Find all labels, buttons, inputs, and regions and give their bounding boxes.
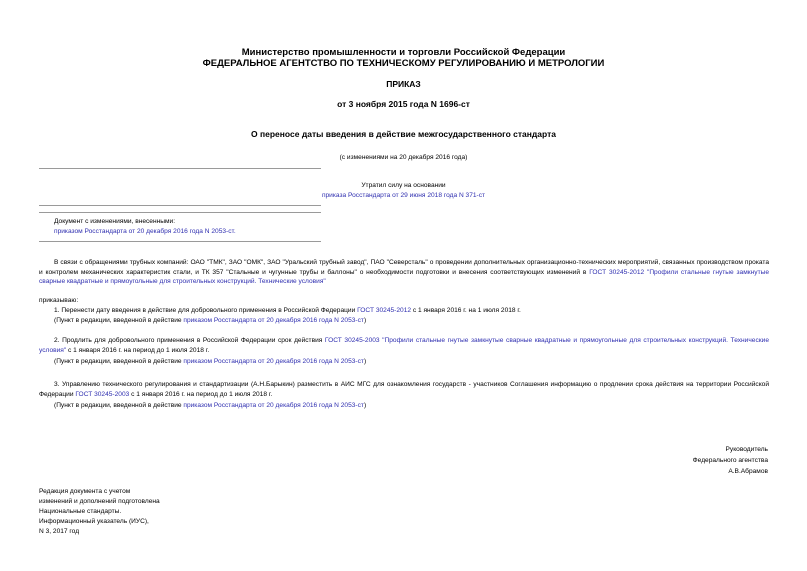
edit-note-prefix: (Пункт в редакции, введенной в действие bbox=[54, 358, 184, 365]
gost-2012-link[interactable]: ГОСТ 30245-2012 "Профили стальные гнутые замкнутые сварные квадратные и прямоугольные для строительных конструкций. Технические условия" bbox=[39, 268, 769, 285]
edit-note-link[interactable]: приказом Росстандарта от 20 декабря 2016 года N 2053-ст bbox=[183, 402, 364, 409]
edit-note-prefix: (Пункт в редакции, введенной в действие bbox=[54, 317, 184, 324]
signature-agency: Федерального агентства bbox=[692, 457, 768, 464]
point-2-suffix: с 1 января 2016 г. на период до 1 июля 2018 г. bbox=[66, 346, 210, 354]
point-1-text: 1. Перенести дату введения в действие для добровольного применения в Российской Федерации bbox=[54, 307, 358, 314]
divider bbox=[39, 205, 321, 206]
doc-date: от 3 ноября 2015 года N 1696-ст bbox=[337, 99, 470, 109]
signature-title: Руководитель bbox=[725, 446, 768, 453]
changes-note-link[interactable]: приказом Росстандарта от 20 декабря 2016 года N 2053-ст. bbox=[54, 228, 236, 235]
intro-paragraph bbox=[39, 258, 769, 287]
edit-note-3 bbox=[54, 401, 366, 410]
order-word: приказываю: bbox=[39, 297, 79, 304]
edit-note-prefix: (Пункт в редакции, введенной в действие bbox=[54, 402, 184, 409]
ministry-name: Министерство промышленности и торговли Российской Федерации bbox=[241, 47, 566, 58]
divider bbox=[39, 241, 321, 242]
edit-note-2 bbox=[54, 357, 366, 366]
edit-note-link[interactable]: приказом Росстандарта от 20 декабря 2016 года N 2053-ст bbox=[183, 358, 364, 365]
divider bbox=[39, 168, 321, 169]
point-3-text: 3. Управлению технического регулирования и стандартизации (А.Н.Барыкин) разместить в АИС МГС для ознакомления государств - участников Соглашения информацию о продлении срока действия на территории Российской Федерации bbox=[39, 381, 769, 398]
point-3 bbox=[39, 380, 769, 399]
signature-name: А.В.Абрамов bbox=[728, 468, 768, 475]
point-2 bbox=[39, 336, 769, 355]
point-1-suffix: с 1 января 2016 г. на 1 июля 2018 г. bbox=[411, 307, 521, 314]
changes-note-text: Документ с изменениями, внесенными: bbox=[54, 218, 176, 225]
edit-note-suffix: ) bbox=[363, 317, 367, 324]
doc-title: О переносе даты введения в действие межгосударственного стандарта bbox=[251, 129, 556, 139]
point-1-link[interactable]: ГОСТ 30245-2012 bbox=[357, 307, 412, 314]
expired-link[interactable]: приказа Росстандарта от 29 июня 2018 года N 371-ст bbox=[321, 192, 486, 199]
point-1 bbox=[54, 306, 521, 315]
footer-line-3: Национальные стандарты. bbox=[39, 508, 122, 515]
expired-text: Утратил силу на основании bbox=[361, 182, 446, 189]
point-3-suffix: с 1 января 2016 г. на период до 1 июля 2018 г. bbox=[129, 390, 273, 398]
point-2-text: 2. Продлить для добровольного применения в Российской Федерации срок действия bbox=[54, 337, 325, 344]
point-2-link[interactable]: ГОСТ 30245-2003 "Профили стальные гнутые замкнутые сварные квадратные и прямоугольные для строительных конструкций. Технические условия" bbox=[39, 337, 769, 354]
footer-line-4: Информационный указатель (ИУС), bbox=[39, 518, 149, 525]
amendments-note: (с изменениями на 20 декабря 2016 года) bbox=[339, 154, 468, 161]
divider bbox=[39, 212, 321, 213]
edit-note-link[interactable]: приказом Росстандарта от 20 декабря 2016 года N 2053-ст bbox=[183, 317, 364, 324]
doc-type: ПРИКАЗ bbox=[386, 79, 421, 89]
agency-name: ФЕДЕРАЛЬНОЕ АГЕНТСТВО ПО ТЕХНИЧЕСКОМУ РЕГУЛИРОВАНИЮ И МЕТРОЛОГИИ bbox=[202, 58, 605, 69]
edit-note-suffix: ) bbox=[363, 358, 367, 365]
footer-line-5: N 3, 2017 год bbox=[39, 528, 80, 535]
intro-text: В связи с обращениями трубных компаний: ОАО "ТМК", ЗАО "ОМК", ЗАО "Уральский трубный завод", ПАО "Северсталь" о проведении дополнительных организационно-технических мероприятий, связанных производством проката и контролем механических характеристик стали, и ТК 357 "Стальные и чугунные трубы и баллоны" о необходимости подготовки и внесения соответствующих изменений в bbox=[39, 259, 769, 276]
footer-line-2: изменений и дополнений подготовлена bbox=[39, 498, 160, 505]
edit-note-suffix: ) bbox=[363, 402, 367, 409]
edit-note-1 bbox=[54, 316, 366, 325]
footer-line-1: Редакция документа с учетом bbox=[39, 488, 131, 495]
point-3-link[interactable]: ГОСТ 30245-2003 bbox=[75, 390, 130, 398]
